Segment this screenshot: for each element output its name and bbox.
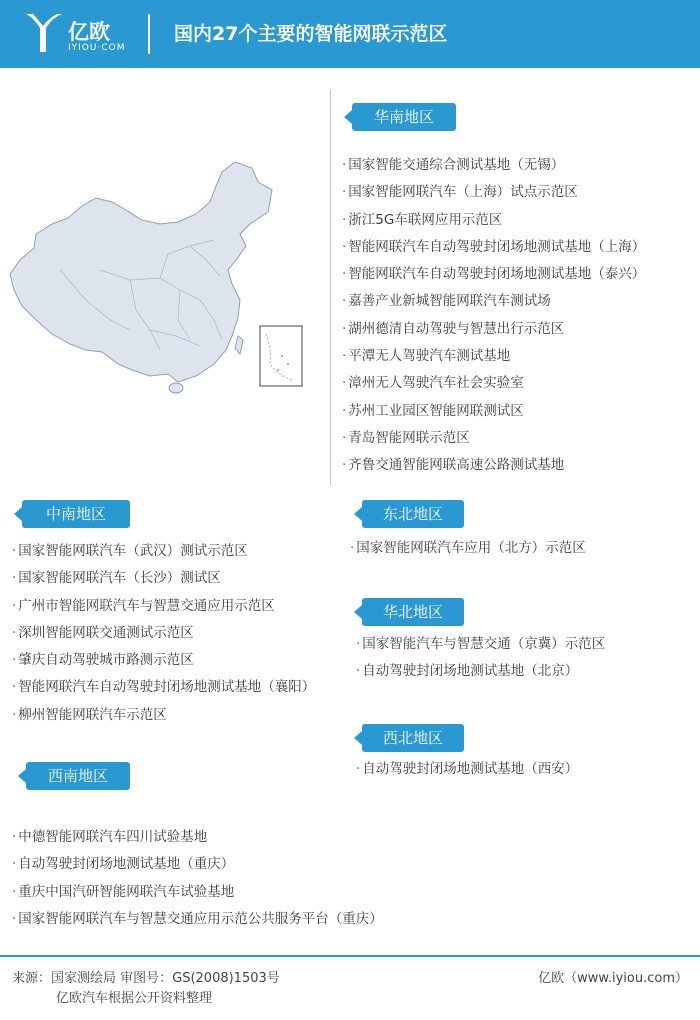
region-list-xinan bbox=[12, 824, 383, 933]
list-item: · 国家智能网联汽车（长沙）测试区 bbox=[12, 570, 221, 587]
list-item: · 国家智能网联汽车（上海）试点示范区 bbox=[342, 184, 578, 201]
china-map bbox=[0, 150, 320, 395]
footer-credit: 亿欧（www.iyiou.com） bbox=[538, 971, 688, 986]
list-item: · 国家智能网联汽车（武汉）测试示范区 bbox=[12, 543, 248, 559]
logo-icon bbox=[24, 12, 64, 54]
list-item: · 自动驾驶封闭场地测试基地（北京） bbox=[356, 663, 579, 680]
list-item: · 中德智能网联汽车四川试验基地 bbox=[12, 829, 208, 845]
list-item: · 嘉善产业新城智能网联汽车测试场 bbox=[342, 293, 551, 310]
region-list-xibei bbox=[356, 756, 578, 783]
region-tag-dongbei: 东北地区 bbox=[362, 500, 464, 528]
list-item: · 国家智能网联汽车与智慧交通应用示范公共服务平台（重庆） bbox=[12, 910, 383, 927]
region-tag-huabei: 华北地区 bbox=[362, 598, 464, 626]
list-item: · 平潭无人驾驶汽车测试基地 bbox=[342, 348, 511, 365]
region-list-dongbei bbox=[350, 535, 586, 562]
list-item: · 漳州无人驾驶汽车社会实验室 bbox=[342, 375, 524, 392]
region-tag-xibei: 西北地区 bbox=[362, 724, 464, 752]
list-item: · 智能网联汽车自动驾驶封闭场地测试基地（襄阳） bbox=[12, 679, 316, 696]
list-item: · 深圳智能网联交通测试示范区 bbox=[12, 624, 194, 641]
hainan-island bbox=[169, 383, 183, 393]
header-bar bbox=[0, 0, 700, 68]
footer-divider bbox=[0, 955, 700, 957]
list-item: · 青岛智能网联示范区 bbox=[342, 429, 470, 446]
list-item: · 重庆中国汽研智能网联汽车试验基地 bbox=[12, 883, 235, 900]
list-item: · 广州市智能网联汽车与智慧交通应用示范区 bbox=[12, 597, 275, 614]
vertical-divider bbox=[330, 90, 331, 485]
footer-source-note: 亿欧汽车根据公开资料整理 bbox=[56, 991, 213, 1006]
region-tag-huanan: 华南地区 bbox=[352, 103, 456, 131]
list-item: · 齐鲁交通智能网联高速公路测试基地 bbox=[342, 457, 565, 474]
header-divider bbox=[148, 14, 150, 54]
list-item: · 国家智能网联汽车应用（北方）示范区 bbox=[350, 540, 586, 556]
list-item: · 智能网联汽车自动驾驶封闭场地测试基地（泰兴） bbox=[342, 266, 646, 283]
logo-subtext: IYIOU·COM bbox=[68, 43, 126, 53]
list-item: · 自动驾驶封闭场地测试基地（西安） bbox=[356, 761, 579, 777]
taiwan-island bbox=[235, 336, 243, 354]
logo bbox=[24, 10, 134, 58]
list-item: · 柳州智能网联汽车示范区 bbox=[12, 706, 167, 723]
list-item: · 湖州德清自动驾驶与智慧出行示范区 bbox=[342, 320, 565, 337]
list-item: · 浙江5G车联网应用示范区 bbox=[342, 211, 503, 228]
region-tag-zhongnan: 中南地区 bbox=[22, 500, 130, 528]
list-item: · 国家智能交通综合测试基地（无锡） bbox=[342, 157, 565, 173]
region-list-huanan bbox=[342, 152, 645, 480]
list-item: · 智能网联汽车自动驾驶封闭场地测试基地（上海） bbox=[342, 238, 646, 255]
list-item: · 自动驾驶封闭场地测试基地（重庆） bbox=[12, 856, 235, 873]
region-list-zhongnan bbox=[12, 538, 315, 729]
logo-text: 亿欧 bbox=[68, 20, 110, 44]
region-list-huabei bbox=[356, 631, 605, 686]
region-tag-xinan: 西南地区 bbox=[26, 762, 130, 790]
list-item: · 肇庆自动驾驶城市路测示范区 bbox=[12, 652, 194, 669]
list-item: · 国家智能汽车与智慧交通（京冀）示范区 bbox=[356, 636, 606, 652]
page-title: 国内27个主要的智能网联示范区 bbox=[174, 23, 448, 45]
china-mainland bbox=[10, 162, 272, 382]
footer-source: 来源：国家测绘局 审图号：GS(2008)1503号 bbox=[12, 971, 280, 986]
list-item: · 苏州工业园区智能网联测试区 bbox=[342, 402, 524, 419]
